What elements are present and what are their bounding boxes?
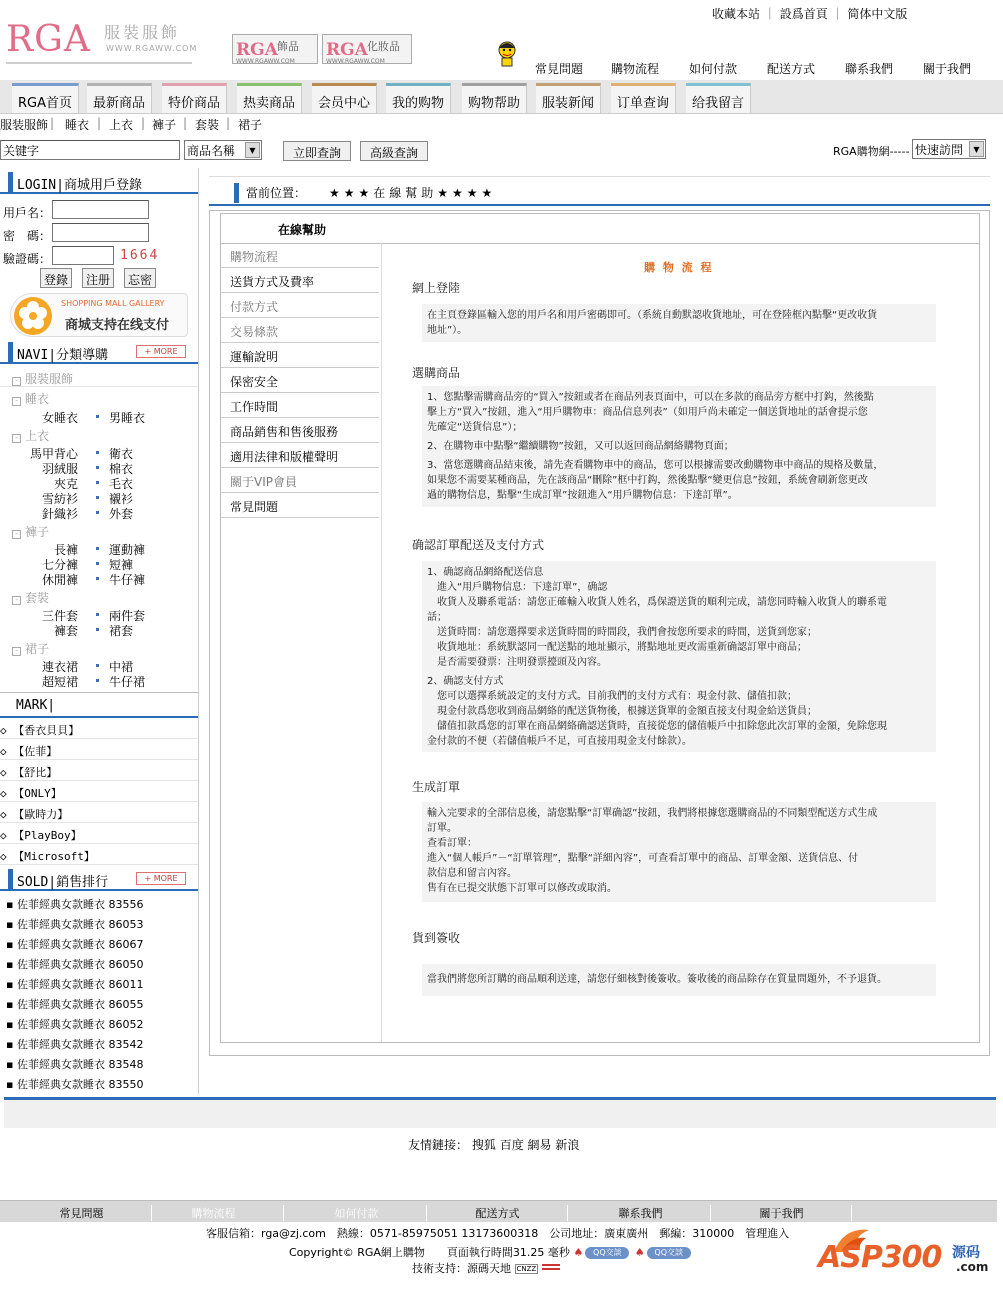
bullet-icon (96, 481, 99, 484)
ranking-label: 佐菲經典女款睡衣 83548 (16, 1058, 144, 1071)
content-title: 購 物 流 程 (644, 261, 714, 274)
qq-chat-button[interactable]: QQ交談 (647, 1247, 691, 1259)
cat-label: 套裝 (25, 591, 50, 605)
text-line: 進入“個人帳戶”－“訂單管理”，點擊“詳細內容”，可查看訂單中的商品、訂單金額、送貨信息、付 (427, 853, 859, 864)
navi-title: NAVI|分類導購 (17, 348, 109, 363)
copyright-text: Copyright© RGA網上購物 頁面執行時間31.25 毫秒 (289, 1246, 570, 1259)
footer-nav (0, 1200, 997, 1222)
tree-cat-pants[interactable] (12, 523, 49, 540)
brand-label: 【香衣貝貝】 (13, 724, 80, 737)
advanced-search-button[interactable]: 高級查詢 (360, 141, 428, 161)
tree-item[interactable]: 七分褲 (42, 558, 79, 572)
text-line: 地址”）。 (427, 325, 468, 336)
ranking-item[interactable]: ▪ 佐菲經典女款睡衣 83548 (6, 1058, 144, 1071)
tab-message[interactable]: 给我留言 (686, 83, 751, 113)
nav-shopping-process[interactable]: 購物流程 (611, 62, 660, 76)
quick-access-select[interactable] (912, 139, 986, 159)
tree-item[interactable]: 雪紡衫 (42, 492, 79, 506)
chevron-down-icon: ▼ (969, 141, 984, 157)
separator: | (183, 116, 188, 130)
tab-my-shopping[interactable]: 我的购物 (386, 83, 451, 113)
footer-nav-item[interactable]: 購物流程 (144, 1205, 284, 1221)
text-line: 2、确認支付方式 (427, 676, 504, 687)
tree-item[interactable]: 夾克 (54, 477, 79, 491)
keyword-input[interactable]: 关键字 (0, 140, 180, 160)
tree-cat-skirts[interactable] (12, 640, 49, 657)
search-button[interactable]: 立即查詢 (283, 141, 351, 161)
tree-item[interactable]: 襯衫 (109, 492, 134, 506)
friend-links (408, 1136, 579, 1153)
collapse-icon: - (12, 596, 21, 605)
tab-order-query[interactable]: 订单查询 (611, 83, 676, 113)
section-body (422, 964, 936, 996)
help-nav-item[interactable]: 交易條款 (221, 318, 379, 343)
tree-item[interactable]: 連衣裙 (42, 660, 79, 674)
brand-item[interactable]: ◇ 【PlayBoy】 (0, 823, 198, 844)
footer-contact: 客服信箱：rga@zj.com 熱線：0571-85975051 13173600318 公司地址：廣東廣州 郵編：310000 管理進入 (206, 1227, 790, 1240)
brand-item[interactable]: ◇ 【Microsoft】 (0, 844, 198, 865)
section-title: 選購商品 (412, 366, 461, 380)
footer-nav-item[interactable]: 常見問題 (12, 1205, 152, 1221)
qq-icon: ♠ (573, 1246, 584, 1259)
top-links (712, 5, 907, 22)
collapse-icon: - (12, 434, 21, 443)
quick-access-value: 快速訪問 (915, 143, 964, 157)
password-label: 密 碼： (3, 229, 52, 243)
tree-item[interactable]: 牛仔褲 (109, 573, 146, 587)
collapse-icon: - (12, 377, 21, 386)
tree-item[interactable]: 裙套 (109, 624, 134, 638)
tree-item[interactable]: 針織衫 (42, 507, 79, 521)
tree-item[interactable]: 褲套 (54, 624, 79, 638)
badge2-text: RGA (326, 40, 368, 60)
nav-about[interactable]: 關于我們 (923, 62, 972, 76)
set-homepage-link[interactable]: 設爲首頁 (779, 7, 828, 21)
bullet-icon (96, 496, 99, 499)
brand-item[interactable]: ◇ 【舒比】 (0, 760, 198, 781)
text-line: 售有在已提交狀態下訂單可以修改或取消。 (427, 883, 617, 894)
cat-label: 裙子 (25, 642, 50, 656)
forgot-password-button[interactable]: 忘密 (124, 268, 156, 288)
tree-item[interactable]: 毛衣 (109, 477, 134, 491)
bullet-icon (96, 613, 99, 616)
tree-item[interactable]: 長褲 (54, 543, 79, 557)
asp-cn: 源码 (952, 1245, 980, 1261)
captcha-input[interactable] (52, 246, 114, 265)
ranking-item[interactable]: ▪ 佐菲經典女款睡衣 86053 (6, 918, 144, 931)
search-field-value: 商品名稱 (187, 144, 236, 158)
bullet-icon (96, 466, 99, 469)
qq-icon: ♠ (634, 1246, 645, 1259)
section-body (422, 561, 936, 752)
ranking-label: 佐菲經典女款睡衣 86055 (16, 998, 144, 1011)
separator: | (50, 116, 55, 130)
brand-label: 【Microsoft】 (13, 850, 95, 863)
logo-url: WWW.RGAWW.COM (106, 44, 198, 53)
section-title: 貨到簽收 (412, 931, 461, 945)
help-nav-item[interactable]: 常見問題 (221, 493, 379, 518)
brand-label: 【佐菲】 (13, 745, 58, 758)
asp-com: .com (956, 1260, 989, 1274)
breadcrumb-label: 當前位置： (246, 186, 307, 200)
text-line: 是否需要發票：注明發票擡頭及內容。 (427, 657, 607, 668)
footer-nav-item[interactable]: 聯系我們 (571, 1205, 711, 1221)
text-line: 話； (427, 612, 447, 623)
mark-panel-title (0, 692, 198, 718)
text-line: 收貨人及聯系電話：請您正確輸入收貨人姓名，爲保證送貨的順利完成，請您同時輸入收貨人的聯系電 (427, 597, 887, 608)
tab-home[interactable]: RGA首页 (12, 83, 79, 113)
section-body (422, 802, 936, 902)
separator: | (141, 116, 146, 130)
nav-faq[interactable]: 常見問題 (535, 62, 584, 76)
bullet-icon (96, 679, 99, 682)
section-title: 生成訂單 (412, 780, 461, 794)
tab-new-products[interactable]: 最新商品 (87, 83, 152, 113)
text-line: 如果您不需要某種商品，先在該商品“刪除”框中打鈎，然後點擊“變更信息”按鈕，系統會刷新您更改 (427, 475, 868, 486)
mark-title: MARK| (16, 698, 56, 713)
password-input[interactable] (52, 223, 149, 242)
submenu-skirts[interactable]: 裙子 (238, 118, 263, 132)
captcha-code: 1664 (120, 248, 160, 263)
breadcrumb (209, 176, 990, 206)
bullet-icon (96, 664, 99, 667)
ranking-label: 佐菲經典女款睡衣 83556 (16, 898, 144, 911)
separator: ｜ (763, 7, 776, 21)
support-text: 技術支持：源碼天地 (412, 1262, 511, 1275)
text-line: 1、您點擊需購商品旁的“買入”按鈕或者在商品列表頁面中，可以在多款的商品旁方框中打鈎，然後點 (427, 392, 874, 403)
text-line: 當我們將您所訂購的商品順利送達，請您仔細核對後簽收。簽收後的商品除存在質量問題外，不予退貨。 (427, 974, 887, 985)
text-line: 3、當您選購商品結束後，請先查看購物車中的商品，您可以根據需要改動購物車中商品的規格及數量， (427, 460, 884, 471)
tree-item[interactable]: 超短裙 (42, 675, 79, 689)
stats-icon (542, 1264, 560, 1272)
bullet-icon (96, 628, 99, 631)
text-line: 1、确認商品網絡配送信息 (427, 567, 544, 578)
text-line: 款信息和留言內容。 (427, 868, 517, 879)
text-line: 先確定“送貨信息”）； (427, 422, 523, 433)
ranking-item[interactable]: ▪ 佐菲經典女款睡衣 86067 (6, 938, 144, 951)
divider (381, 243, 382, 1042)
tree-item[interactable]: 男睡衣 (109, 411, 146, 425)
collapse-icon: - (12, 647, 21, 656)
breadcrumb-value: ★★★在線幫助★★★★ (329, 186, 497, 200)
text-line: 2、在購物車中點擊“繼續購物”按鈕，又可以返回商品網絡購物頁面； (427, 441, 734, 452)
text-line: 查看訂單： (427, 838, 477, 849)
tree-item[interactable]: 兩件套 (109, 609, 146, 623)
bullet-icon (96, 577, 99, 580)
submenu-clothing[interactable]: 服装服飾 (0, 118, 49, 132)
section-body (422, 386, 936, 507)
username-input[interactable] (52, 200, 149, 219)
payment-text: 商城支持在线支付 (65, 318, 170, 333)
logo-cn: 服裝服飾 (104, 23, 181, 42)
title-bar (8, 342, 13, 362)
asp300-watermark (814, 1222, 1000, 1284)
brand-item[interactable]: ◇ 【佐菲】 (0, 739, 198, 760)
tab-specials[interactable]: 特价商品 (162, 83, 227, 113)
separator: ｜ (831, 7, 844, 21)
bullet-icon (96, 511, 99, 514)
tree-item[interactable]: 馬甲背心 (30, 447, 79, 461)
footer-nav-item[interactable]: 配送方式 (428, 1205, 568, 1221)
simplified-chinese-link[interactable]: 简体中文版 (847, 7, 908, 21)
tree-item[interactable]: 羽絨服 (42, 462, 79, 476)
friend-link[interactable]: 百度 (499, 1138, 524, 1152)
help-nav-item[interactable]: 工作時間 (221, 393, 379, 418)
text-line: 金付款的不便（若儲值帳戶不足，可直接用現金支付餘款）。 (427, 736, 692, 747)
text-line: 進入“用戶購物信息：下達訂單”，确認 (427, 582, 608, 593)
badge1-text: RGA (236, 40, 278, 60)
search-field-select[interactable] (184, 140, 262, 160)
submenu-tops[interactable]: 上衣 (109, 118, 134, 132)
submenu-pants[interactable]: 褲子 (152, 118, 177, 132)
text-line: 擊上方“買入”按鈕，進入“用戶購物車：商品信息列表”（如用戶尚未確定一個送貨地址的話會提示您 (427, 407, 868, 418)
section-body (422, 304, 936, 342)
separator: | (97, 116, 102, 130)
help-nav-item[interactable]: 送貨方式及費率 (221, 268, 379, 293)
navi-more-button[interactable]: + MORE (136, 345, 186, 358)
captcha-label: 驗證碼： (3, 252, 52, 266)
cosmetics-badge[interactable] (322, 34, 412, 64)
collapse-icon: - (12, 397, 21, 406)
login-button[interactable]: 登錄 (40, 268, 72, 288)
text-line: 在主頁登錄區輸入您的用戶名和用戶密碼即可。（系統自動默認收貨地址，可在登陸框內點擊“更改收貨 (427, 310, 878, 321)
ranking-item[interactable]: ▪ 佐菲經典女款睡衣 86050 (6, 958, 144, 971)
logo-underline (6, 62, 192, 64)
flower-icon (13, 296, 53, 336)
footer-nav-item[interactable]: 如何付款 (287, 1205, 427, 1221)
cnzz-badge[interactable]: CNZZ (516, 1265, 537, 1273)
mascot-icon (494, 40, 520, 68)
ranking-label: 佐菲經典女款睡衣 86052 (16, 1018, 144, 1031)
tab-news[interactable]: 服装新闻 (536, 83, 601, 113)
footer-support (412, 1260, 560, 1276)
ranking-label: 佐菲經典女款睡衣 86050 (16, 958, 144, 971)
help-nav-item[interactable]: 商品銷售和售後服務 (221, 418, 379, 443)
tab-member[interactable]: 会员中心 (312, 83, 377, 113)
friend-link[interactable]: 新浪 (555, 1138, 580, 1152)
nav-delivery[interactable]: 配送方式 (767, 62, 816, 76)
navi-panel-title (0, 340, 198, 364)
ranking-item[interactable]: ▪ 佐菲經典女款睡衣 83550 (6, 1078, 144, 1091)
collapse-icon: - (12, 530, 21, 539)
bullet-icon (96, 451, 99, 454)
tree-item[interactable]: 休閒褲 (42, 573, 79, 587)
bullet-icon (96, 415, 99, 418)
text-line: 儲值扣款爲您的訂單在商品網絡确認送貨時，直接從您的儲值帳戶中扣除您此次訂單的金額，免除您現 (427, 721, 887, 732)
tree-cat-suits[interactable] (12, 589, 49, 606)
bullet-icon (96, 547, 99, 550)
qq-chat-button[interactable]: QQ交談 (585, 1247, 629, 1259)
tree-cat-pajamas[interactable] (12, 390, 49, 407)
footer-band (4, 1100, 996, 1128)
section-title: 網上登陸 (412, 281, 461, 295)
tab-hot[interactable]: 热卖商品 (237, 83, 302, 113)
cat-label: 睡衣 (25, 392, 50, 406)
site-logo[interactable] (6, 18, 198, 66)
ranking-item[interactable]: ▪ 佐菲經典女款睡衣 86011 (6, 978, 144, 991)
bookmark-link[interactable]: 收藏本站 (712, 7, 761, 21)
sold-panel-title (0, 867, 198, 891)
brand-item[interactable]: ◇ 【ONLY】 (0, 781, 198, 802)
gallery-text: SHOPPING MALL GALLERY (61, 299, 165, 308)
login-title: LOGIN|商城用戶登錄 (17, 178, 142, 193)
cat-label: 上衣 (25, 429, 50, 443)
badge1-cn: 飾品 (277, 40, 299, 53)
tree-item[interactable]: 中裙 (109, 660, 134, 674)
login-panel-title (0, 170, 198, 194)
tree-item[interactable]: 運動褲 (109, 543, 146, 557)
online-payment-banner[interactable] (10, 293, 188, 337)
help-nav-item[interactable]: 購物流程 (221, 243, 379, 268)
accessories-badge[interactable] (232, 34, 318, 64)
text-line: 過的購物信息，點擊“生成訂單”按鈕進入“用戶購物信息：下達訂單”。 (427, 490, 738, 501)
sold-title: SOLD|銷售排行 (17, 875, 109, 890)
tree-item[interactable]: 短褲 (109, 558, 134, 572)
badge1-url: WWW.RGAWW.COM (236, 58, 295, 65)
chevron-down-icon: ▼ (245, 142, 260, 158)
tree-item[interactable]: 衛衣 (109, 447, 134, 461)
ranking-item[interactable]: ▪ 佐菲經典女款睡衣 86055 (6, 998, 144, 1011)
tab-help[interactable]: 购物帮助 (462, 83, 527, 113)
brand-label: 【歐時力】 (13, 808, 69, 821)
ranking-item[interactable]: ▪ 佐菲經典女款睡衣 86052 (6, 1018, 144, 1031)
badge2-url: WWW.RGAWW.COM (326, 58, 385, 65)
tree-item[interactable]: 棉衣 (109, 462, 134, 476)
cat-label: 褲子 (25, 525, 50, 539)
submenu-suits[interactable]: 套裝 (195, 118, 220, 132)
footer-nav-item[interactable]: 關于我們 (712, 1205, 852, 1221)
nav-how-to-pay[interactable]: 如何付款 (689, 62, 738, 76)
ranking-item[interactable]: ▪ 佐菲經典女款睡衣 83542 (6, 1038, 144, 1051)
title-bar (8, 869, 13, 889)
submenu-pajamas[interactable]: 睡衣 (65, 118, 90, 132)
help-nav-item[interactable]: 適用法律和版權聲明 (221, 443, 379, 468)
text-line: 輸入完要求的全部信息後，請您點擊“訂單确認”按鈕，我們將根據您選購商品的不同類型配送方式生成 (427, 808, 878, 819)
badge2-cn: 化妝品 (367, 40, 400, 53)
brand-item[interactable]: ◇ 【香衣貝貝】 (0, 718, 198, 739)
main-menu (0, 80, 1003, 114)
brand-label: 【舒比】 (13, 766, 58, 779)
logo-text: RGA (6, 19, 91, 60)
sold-more-button[interactable]: + MORE (136, 872, 186, 885)
section-title: 确認訂單配送及支付方式 (412, 538, 545, 552)
friend-link[interactable]: 搜狐 (471, 1138, 496, 1152)
asp-logo: ASP300 (818, 1240, 942, 1275)
title-bar (234, 183, 239, 203)
site-label: RGA購物網----- (833, 145, 910, 158)
friend-link[interactable]: 網易 (527, 1138, 552, 1152)
footer-copyright (289, 1244, 693, 1260)
ranking-label: 佐菲經典女款睡衣 86067 (16, 938, 144, 951)
tree-item[interactable]: 三件套 (42, 609, 79, 623)
ranking-label: 佐菲經典女款睡衣 83542 (16, 1038, 144, 1051)
tree-root[interactable] (12, 370, 73, 387)
help-nav-item[interactable]: 保密安全 (221, 368, 379, 393)
help-nav-item[interactable]: 付款方式 (221, 293, 379, 318)
friend-links-label: 友情鏈接： (408, 1138, 469, 1152)
nav-contact[interactable]: 聯系我們 (845, 62, 894, 76)
left-divider (198, 168, 199, 1094)
brand-item[interactable]: ◇ 【歐時力】 (0, 802, 198, 823)
text-line: 訂單。 (427, 823, 457, 834)
register-button[interactable]: 注册 (82, 268, 114, 288)
ranking-item[interactable]: ▪ 佐菲經典女款睡衣 83556 (6, 898, 144, 911)
help-nav-item[interactable]: 運輸說明 (221, 343, 379, 368)
text-line: 您可以選擇系統設定的支付方式。目前我們的支付方式有：現金付款、儲值扣款； (427, 691, 797, 702)
bullet-icon (96, 562, 99, 565)
brand-label: 【PlayBoy】 (13, 829, 82, 842)
text-line: 收貨地址：系統默認同一配送點的地址顯示，將點地址更改需重新确認訂單中商品； (427, 642, 807, 653)
username-label: 用戶名： (3, 206, 52, 220)
tree-cat-tops[interactable] (12, 427, 49, 444)
tree-item[interactable]: 牛仔裙 (109, 675, 146, 689)
tree-root-label: 服裝服飾 (25, 372, 74, 386)
tree-item[interactable]: 外套 (109, 507, 134, 521)
divider (0, 386, 198, 387)
brand-label: 【ONLY】 (13, 787, 62, 800)
text-line: 送貨時間：請您選擇要求送貨時間的時間段，我們會按您所要求的時間，送貨到您家； (427, 627, 817, 638)
ranking-label: 佐菲經典女款睡衣 83550 (16, 1078, 144, 1091)
ranking-label: 佐菲經典女款睡衣 86011 (16, 978, 144, 991)
ranking-label: 佐菲經典女款睡衣 86053 (16, 918, 144, 931)
text-line: 現金付款爲您收到商品網絡的配送貨物後，根據送貨單的金額直接支付現金給送貨員； (427, 706, 817, 717)
help-title: 在線幫助 (278, 223, 327, 237)
separator: | (226, 116, 231, 130)
tree-item[interactable]: 女睡衣 (42, 411, 79, 425)
help-nav-item[interactable]: 關于VIP會員 (221, 468, 379, 493)
title-bar (8, 172, 13, 192)
